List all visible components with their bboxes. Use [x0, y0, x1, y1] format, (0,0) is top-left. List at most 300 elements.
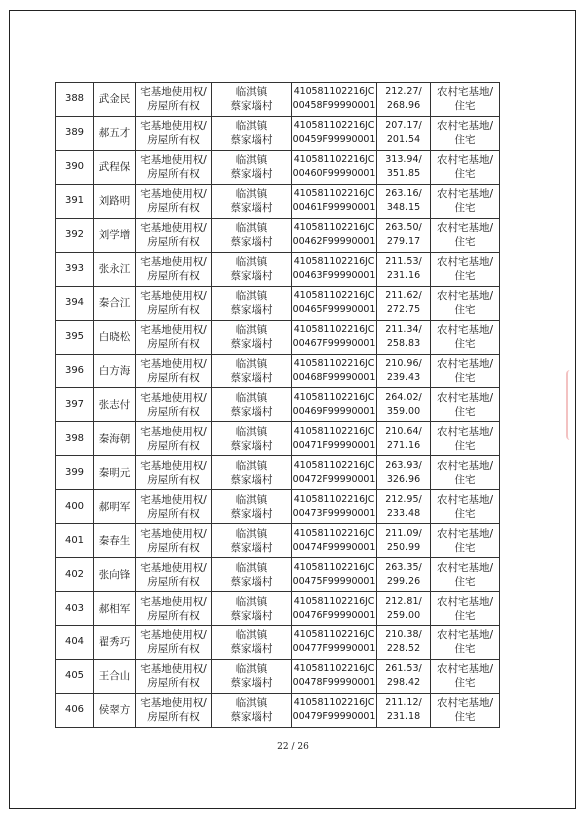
cell-owner-name: 秦海朝: [94, 422, 136, 456]
cell-location: [212, 83, 292, 117]
cell-usage: [431, 524, 500, 558]
cell-usage-line: 农村宅基地/: [436, 222, 494, 235]
cell-usage-line: 住宅: [454, 168, 476, 181]
cell-area: [377, 83, 431, 117]
cell-right-type: [136, 456, 212, 490]
cell-right-type-line: 宅基地使用权/: [140, 493, 207, 506]
cell-unit-code-line: 00475F99990001: [292, 575, 376, 587]
cell-area-line: 298.42: [386, 677, 421, 689]
cell-area: [377, 184, 431, 218]
cell-location-line: 蔡家堖村: [230, 100, 273, 113]
cell-unit-code-line: 410581102216JC: [293, 561, 375, 573]
cell-area-line: 211.62/: [385, 290, 422, 302]
table-row: [56, 693, 500, 727]
cell-usage: [431, 218, 500, 252]
cell-location-line: 临淇镇: [235, 697, 268, 710]
table-row: [56, 150, 500, 184]
cell-location: [212, 320, 292, 354]
cell-unit-code-line: 410581102216JC: [293, 391, 375, 403]
cell-owner-name: 郝相军: [94, 592, 136, 626]
table-row: [56, 524, 500, 558]
cell-area: [377, 558, 431, 592]
cell-owner-name: 刘路明: [94, 184, 136, 218]
cell-usage: [431, 388, 500, 422]
cell-right-type: [136, 422, 212, 456]
cell-area-line: 263.93/: [385, 459, 422, 471]
cell-area-line: 207.17/: [385, 120, 422, 132]
cell-area-line: 212.81/: [385, 595, 422, 607]
cell-right-type: [136, 659, 212, 693]
cell-area: [377, 592, 431, 626]
table-row: [56, 626, 500, 660]
cell-unit-code-line: 00461F99990001: [292, 202, 376, 214]
cell-unit-code-line: 00471F99990001: [292, 439, 376, 451]
cell-location-line: 蔡家堖村: [230, 439, 273, 452]
cell-area-line: 210.64/: [385, 425, 422, 437]
cell-right-type-line: 房屋所有权: [147, 405, 200, 418]
cell-right-type-line: 房屋所有权: [147, 609, 200, 622]
cell-usage-line: 农村宅基地/: [436, 527, 494, 540]
cell-right-type: [136, 252, 212, 286]
cell-usage: [431, 286, 500, 320]
cell-usage-line: 住宅: [454, 304, 476, 317]
cell-unit-code-line: 410581102216JC: [293, 357, 375, 369]
table-row: [56, 354, 500, 388]
cell-usage: [431, 83, 500, 117]
cell-area-line: 211.53/: [385, 256, 422, 268]
cell-area-line: 231.16: [386, 270, 421, 282]
cell-owner-name: 张志付: [94, 388, 136, 422]
cell-owner-name: 刘学增: [94, 218, 136, 252]
cell-location-line: 蔡家堖村: [230, 541, 273, 554]
cell-right-type: [136, 354, 212, 388]
cell-right-type: [136, 83, 212, 117]
cell-right-type-line: 房屋所有权: [147, 507, 200, 520]
cell-area-line: 233.48: [386, 507, 421, 519]
cell-unit-code-line: 00478F99990001: [292, 677, 376, 689]
cell-usage: [431, 693, 500, 727]
cell-right-type-line: 宅基地使用权/: [140, 357, 207, 370]
cell-area: [377, 150, 431, 184]
cell-area: [377, 354, 431, 388]
cell-unit-code-line: 00479F99990001: [292, 711, 376, 723]
cell-area-line: 201.54: [386, 134, 421, 146]
cell-usage-line: 住宅: [454, 541, 476, 554]
cell-usage: [431, 252, 500, 286]
cell-owner-name: 郝五才: [94, 116, 136, 150]
cell-location-line: 临淇镇: [235, 391, 268, 404]
cell-usage: [431, 184, 500, 218]
cell-unit-code: [292, 524, 377, 558]
cell-unit-code: [292, 218, 377, 252]
cell-right-type: [136, 286, 212, 320]
cell-usage-line: 住宅: [454, 439, 476, 452]
cell-area-line: 258.83: [386, 338, 421, 350]
table-row: [56, 83, 500, 117]
cell-usage-line: 农村宅基地/: [436, 391, 494, 404]
cell-number: 399: [56, 456, 94, 490]
cell-location: [212, 252, 292, 286]
cell-right-type-line: 房屋所有权: [147, 439, 200, 452]
cell-usage-line: 农村宅基地/: [436, 256, 494, 269]
cell-location: [212, 116, 292, 150]
seal-edge-mark: [566, 370, 576, 440]
cell-right-type-line: 宅基地使用权/: [140, 391, 207, 404]
cell-area-line: 231.18: [386, 711, 421, 723]
cell-right-type-line: 房屋所有权: [147, 575, 200, 588]
cell-right-type-line: 房屋所有权: [147, 473, 200, 486]
cell-right-type-line: 宅基地使用权/: [140, 425, 207, 438]
cell-number: 405: [56, 659, 94, 693]
cell-usage-line: 农村宅基地/: [436, 324, 494, 337]
table-row: [56, 592, 500, 626]
cell-location-line: 临淇镇: [235, 595, 268, 608]
cell-location: [212, 456, 292, 490]
cell-unit-code: [292, 184, 377, 218]
cell-unit-code-line: 00474F99990001: [292, 541, 376, 553]
cell-location-line: 临淇镇: [235, 629, 268, 642]
cell-area-line: 212.95/: [385, 493, 422, 505]
cell-usage: [431, 558, 500, 592]
cell-owner-name: 秦合江: [94, 286, 136, 320]
cell-unit-code-line: 00465F99990001: [292, 304, 376, 316]
cell-location-line: 临淇镇: [235, 561, 268, 574]
cell-unit-code: [292, 83, 377, 117]
cell-usage-line: 农村宅基地/: [436, 120, 494, 133]
cell-usage: [431, 150, 500, 184]
cell-area-line: 212.27/: [385, 86, 422, 98]
cell-location-line: 蔡家堖村: [230, 270, 273, 283]
cell-unit-code-line: 410581102216JC: [293, 459, 375, 471]
cell-right-type-line: 房屋所有权: [147, 134, 200, 147]
cell-number: 391: [56, 184, 94, 218]
cell-right-type-line: 房屋所有权: [147, 541, 200, 554]
cell-area-line: 263.16/: [385, 188, 422, 200]
cell-right-type: [136, 218, 212, 252]
cell-area-line: 211.09/: [385, 527, 422, 539]
cell-unit-code: [292, 354, 377, 388]
cell-number: 395: [56, 320, 94, 354]
cell-location-line: 临淇镇: [235, 154, 268, 167]
cell-usage-line: 住宅: [454, 236, 476, 249]
cell-area-line: 239.43: [386, 371, 421, 383]
cell-usage: [431, 320, 500, 354]
table-row: [56, 286, 500, 320]
cell-unit-code-line: 00472F99990001: [292, 473, 376, 485]
cell-unit-code-line: 410581102216JC: [293, 256, 375, 268]
cell-location-line: 临淇镇: [235, 120, 268, 133]
cell-usage: [431, 422, 500, 456]
cell-unit-code-line: 410581102216JC: [293, 595, 375, 607]
cell-unit-code-line: 410581102216JC: [293, 493, 375, 505]
cell-unit-code-line: 410581102216JC: [293, 86, 375, 98]
cell-area: [377, 116, 431, 150]
cell-location-line: 蔡家堖村: [230, 202, 273, 215]
cell-usage-line: 住宅: [454, 677, 476, 690]
cell-right-type-line: 宅基地使用权/: [140, 663, 207, 676]
cell-right-type: [136, 592, 212, 626]
cell-location: [212, 693, 292, 727]
cell-usage-line: 住宅: [454, 202, 476, 215]
cell-location: [212, 184, 292, 218]
cell-location: [212, 388, 292, 422]
cell-owner-name: 秦春生: [94, 524, 136, 558]
cell-number: 401: [56, 524, 94, 558]
cell-right-type: [136, 184, 212, 218]
cell-unit-code: [292, 659, 377, 693]
cell-unit-code: [292, 150, 377, 184]
cell-owner-name: 郝明军: [94, 490, 136, 524]
cell-location-line: 临淇镇: [235, 425, 268, 438]
cell-area-line: 261.53/: [385, 663, 422, 675]
cell-area-line: 210.38/: [385, 629, 422, 641]
cell-location-line: 蔡家堖村: [230, 168, 273, 181]
cell-location-line: 蔡家堖村: [230, 677, 273, 690]
cell-usage-line: 农村宅基地/: [436, 493, 494, 506]
cell-unit-code: [292, 626, 377, 660]
cell-area: [377, 252, 431, 286]
table-row: [56, 320, 500, 354]
cell-usage-line: 住宅: [454, 134, 476, 147]
cell-unit-code-line: 410581102216JC: [293, 425, 375, 437]
cell-right-type-line: 房屋所有权: [147, 711, 200, 724]
cell-usage-line: 农村宅基地/: [436, 86, 494, 99]
cell-unit-code-line: 00477F99990001: [292, 643, 376, 655]
table-row: [56, 490, 500, 524]
cell-right-type: [136, 626, 212, 660]
cell-location-line: 临淇镇: [235, 493, 268, 506]
cell-usage-line: 农村宅基地/: [436, 459, 494, 472]
cell-right-type-line: 房屋所有权: [147, 304, 200, 317]
cell-number: 396: [56, 354, 94, 388]
cell-area: [377, 320, 431, 354]
cell-right-type-line: 宅基地使用权/: [140, 324, 207, 337]
cell-number: 394: [56, 286, 94, 320]
cell-usage-line: 住宅: [454, 711, 476, 724]
cell-unit-code: [292, 320, 377, 354]
cell-right-type-line: 宅基地使用权/: [140, 86, 207, 99]
cell-usage-line: 住宅: [454, 270, 476, 283]
cell-unit-code-line: 410581102216JC: [293, 120, 375, 132]
cell-right-type-line: 房屋所有权: [147, 371, 200, 384]
cell-area: [377, 659, 431, 693]
cell-area: [377, 286, 431, 320]
cell-owner-name: 白晓松: [94, 320, 136, 354]
cell-area-line: 271.16: [386, 439, 421, 451]
cell-right-type-line: 房屋所有权: [147, 643, 200, 656]
cell-unit-code-line: 410581102216JC: [293, 324, 375, 336]
cell-number: 393: [56, 252, 94, 286]
cell-owner-name: 张向锋: [94, 558, 136, 592]
cell-unit-code: [292, 558, 377, 592]
cell-owner-name: 王合山: [94, 659, 136, 693]
cell-usage-line: 农村宅基地/: [436, 629, 494, 642]
cell-unit-code: [292, 592, 377, 626]
table-row: [56, 116, 500, 150]
cell-right-type-line: 宅基地使用权/: [140, 154, 207, 167]
cell-right-type-line: 房屋所有权: [147, 100, 200, 113]
cell-area-line: 313.94/: [385, 154, 422, 166]
cell-usage-line: 农村宅基地/: [436, 595, 494, 608]
cell-number: 402: [56, 558, 94, 592]
cell-location: [212, 659, 292, 693]
cell-area: [377, 218, 431, 252]
cell-right-type-line: 宅基地使用权/: [140, 188, 207, 201]
cell-location-line: 临淇镇: [235, 527, 268, 540]
cell-location-line: 临淇镇: [235, 290, 268, 303]
cell-usage-line: 住宅: [454, 575, 476, 588]
cell-location-line: 临淇镇: [235, 222, 268, 235]
cell-location: [212, 558, 292, 592]
cell-area: [377, 422, 431, 456]
cell-usage-line: 农村宅基地/: [436, 425, 494, 438]
cell-usage: [431, 354, 500, 388]
cell-unit-code-line: 410581102216JC: [293, 663, 375, 675]
cell-area-line: 351.85: [386, 168, 421, 180]
cell-right-type: [136, 388, 212, 422]
cell-area-line: 359.00: [386, 405, 421, 417]
cell-right-type-line: 房屋所有权: [147, 236, 200, 249]
cell-number: 397: [56, 388, 94, 422]
cell-unit-code-line: 410581102216JC: [293, 188, 375, 200]
table-row: [56, 252, 500, 286]
cell-area: [377, 693, 431, 727]
cell-location-line: 蔡家堖村: [230, 711, 273, 724]
cell-location: [212, 626, 292, 660]
cell-unit-code: [292, 422, 377, 456]
cell-right-type-line: 房屋所有权: [147, 168, 200, 181]
cell-location: [212, 218, 292, 252]
cell-unit-code-line: 00469F99990001: [292, 405, 376, 417]
cell-owner-name: 白方海: [94, 354, 136, 388]
cell-right-type-line: 宅基地使用权/: [140, 120, 207, 133]
cell-usage-line: 住宅: [454, 371, 476, 384]
cell-area-line: 264.02/: [385, 391, 422, 403]
cell-right-type-line: 房屋所有权: [147, 338, 200, 351]
cell-owner-name: 翟秀巧: [94, 626, 136, 660]
cell-right-type-line: 宅基地使用权/: [140, 697, 207, 710]
cell-location: [212, 422, 292, 456]
cell-area: [377, 456, 431, 490]
cell-right-type-line: 宅基地使用权/: [140, 459, 207, 472]
cell-usage: [431, 116, 500, 150]
cell-unit-code-line: 00459F99990001: [292, 134, 376, 146]
cell-usage-line: 住宅: [454, 338, 476, 351]
cell-right-type-line: 房屋所有权: [147, 270, 200, 283]
cell-area-line: 211.12/: [385, 697, 422, 709]
cell-usage-line: 农村宅基地/: [436, 357, 494, 370]
cell-location-line: 蔡家堖村: [230, 338, 273, 351]
cell-right-type: [136, 558, 212, 592]
cell-right-type-line: 宅基地使用权/: [140, 527, 207, 540]
cell-location-line: 临淇镇: [235, 324, 268, 337]
cell-unit-code: [292, 388, 377, 422]
cell-usage-line: 住宅: [454, 507, 476, 520]
cell-owner-name: 侯翠方: [94, 693, 136, 727]
cell-usage: [431, 626, 500, 660]
cell-unit-code: [292, 116, 377, 150]
cell-usage-line: 农村宅基地/: [436, 561, 494, 574]
cell-area-line: 259.00: [386, 609, 421, 621]
cell-number: 390: [56, 150, 94, 184]
cell-area-line: 210.96/: [385, 357, 422, 369]
cell-usage: [431, 592, 500, 626]
cell-location-line: 临淇镇: [235, 188, 268, 201]
cell-unit-code-line: 00458F99990001: [292, 100, 376, 112]
cell-owner-name: 武程保: [94, 150, 136, 184]
cell-usage-line: 农村宅基地/: [436, 697, 494, 710]
cell-right-type-line: 宅基地使用权/: [140, 561, 207, 574]
cell-right-type-line: 宅基地使用权/: [140, 290, 207, 303]
cell-usage-line: 农村宅基地/: [436, 154, 494, 167]
cell-right-type-line: 宅基地使用权/: [140, 222, 207, 235]
cell-owner-name: 张永江: [94, 252, 136, 286]
cell-usage: [431, 490, 500, 524]
cell-number: 404: [56, 626, 94, 660]
cell-right-type: [136, 490, 212, 524]
cell-location: [212, 524, 292, 558]
cell-location-line: 蔡家堖村: [230, 643, 273, 656]
cell-location: [212, 150, 292, 184]
cell-unit-code-line: 00463F99990001: [292, 270, 376, 282]
cell-area-line: 263.35/: [385, 561, 422, 573]
cell-unit-code-line: 410581102216JC: [293, 222, 375, 234]
cell-usage-line: 农村宅基地/: [436, 663, 494, 676]
cell-location: [212, 354, 292, 388]
table-row: [56, 456, 500, 490]
cell-unit-code-line: 410581102216JC: [293, 697, 375, 709]
cell-area-line: 272.75: [386, 304, 421, 316]
cell-location-line: 临淇镇: [235, 86, 268, 99]
cell-number: 398: [56, 422, 94, 456]
cell-area-line: 250.99: [386, 541, 421, 553]
cell-location: [212, 490, 292, 524]
cell-location: [212, 592, 292, 626]
cell-unit-code-line: 00476F99990001: [292, 609, 376, 621]
cell-unit-code: [292, 456, 377, 490]
table-row: [56, 422, 500, 456]
cell-location-line: 蔡家堖村: [230, 236, 273, 249]
cell-usage-line: 住宅: [454, 405, 476, 418]
cell-location-line: 蔡家堖村: [230, 134, 273, 147]
cell-unit-code-line: 410581102216JC: [293, 527, 375, 539]
cell-location-line: 蔡家堖村: [230, 609, 273, 622]
cell-usage-line: 住宅: [454, 643, 476, 656]
cell-unit-code-line: 00473F99990001: [292, 507, 376, 519]
cell-location-line: 临淇镇: [235, 663, 268, 676]
cell-unit-code-line: 410581102216JC: [293, 629, 375, 641]
cell-unit-code: [292, 286, 377, 320]
cell-area-line: 268.96: [386, 100, 421, 112]
table-row: [56, 388, 500, 422]
cell-location-line: 蔡家堖村: [230, 473, 273, 486]
cell-unit-code: [292, 490, 377, 524]
cell-location-line: 临淇镇: [235, 357, 268, 370]
cell-area-line: 299.26: [386, 575, 421, 587]
cell-unit-code-line: 410581102216JC: [293, 154, 375, 166]
cell-area-line: 279.17: [386, 236, 421, 248]
cell-area: [377, 388, 431, 422]
cell-right-type-line: 宅基地使用权/: [140, 629, 207, 642]
cell-unit-code: [292, 693, 377, 727]
cell-right-type-line: 宅基地使用权/: [140, 595, 207, 608]
cell-right-type: [136, 524, 212, 558]
table-row: [56, 558, 500, 592]
cell-number: 388: [56, 83, 94, 117]
table-row: [56, 218, 500, 252]
cell-number: 389: [56, 116, 94, 150]
cell-number: 400: [56, 490, 94, 524]
